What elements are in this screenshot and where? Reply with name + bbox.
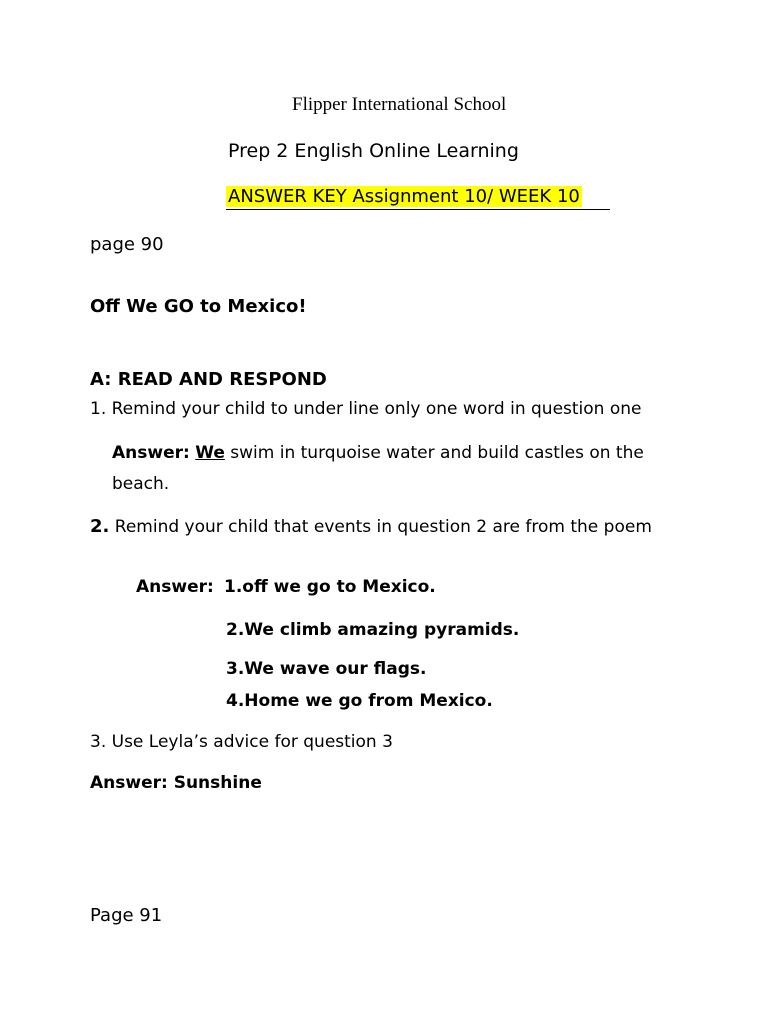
question-2-instruction: Remind your child that events in question 2 are from the poem	[109, 517, 652, 537]
answer-label: Answer:	[112, 443, 190, 463]
question-2-answer-2: 2.We climb amazing pyramids.	[226, 620, 520, 640]
question-2-number: 2.	[90, 516, 110, 537]
answer-key-highlight: ANSWER KEY Assignment 10/ WEEK 10	[228, 186, 580, 207]
course-title: Prep 2 English Online Learning	[228, 140, 519, 162]
question-1-text: 1. Remind your child to under line only one word in question one	[90, 399, 642, 419]
question-2-answer-4: 4.Home we go from Mexico.	[226, 691, 493, 711]
question-2-answer-3: 3.We wave our flags.	[226, 659, 427, 679]
section-heading: A: READ AND RESPOND	[90, 369, 327, 390]
school-name: Flipper International School	[292, 94, 507, 115]
question-2-answer-1: 1.off we go to Mexico.	[224, 577, 436, 597]
poem-title: Off We GO to Mexico!	[90, 296, 307, 317]
underlined-answer-word: We	[195, 443, 225, 463]
page-91-label: Page 91	[90, 905, 163, 926]
answer-key-heading	[226, 186, 610, 210]
answer-sentence-rest: swim in turquoise water and build castles on the beach.	[112, 443, 644, 494]
page-90-label: page 90	[90, 234, 164, 255]
question-1-answer	[112, 438, 672, 500]
question-2-answer-label: Answer:	[136, 577, 214, 597]
question-3-answer: Answer: Sunshine	[90, 773, 262, 793]
question-3-text: 3. Use Leyla’s advice for question 3	[90, 732, 393, 752]
question-2-text	[90, 511, 670, 543]
